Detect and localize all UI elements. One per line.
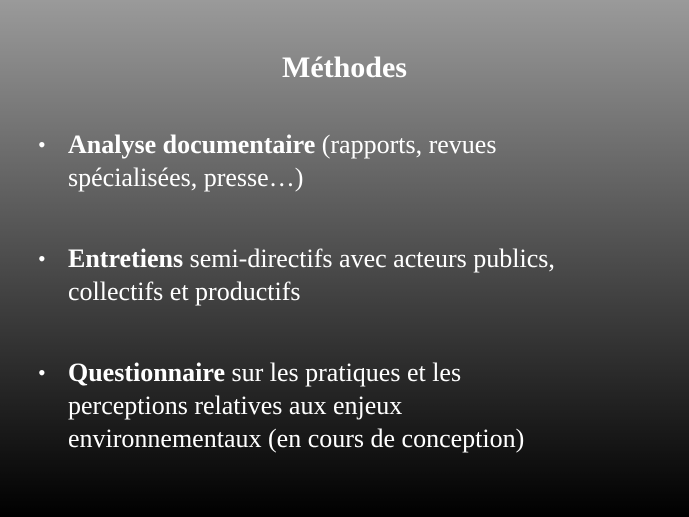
bullet-line: environnementaux (en cours de conception) bbox=[68, 424, 525, 453]
slide-title: Méthodes bbox=[282, 51, 407, 84]
bullet-line bbox=[68, 356, 669, 389]
bullet-text: sur les pratiques et les bbox=[224, 358, 462, 387]
bullet-line bbox=[68, 242, 669, 275]
bullet-item-analyse bbox=[0, 128, 689, 194]
bullet-item-questionnaire bbox=[0, 356, 689, 455]
bullet-line: spécialisées, presse…) bbox=[68, 163, 304, 192]
bullet-bold-text: Questionnaire bbox=[68, 358, 225, 387]
bullet-icon: • bbox=[38, 246, 46, 271]
bullet-text: (rapports, revues bbox=[315, 130, 497, 159]
bullet-bold-text: Entretiens bbox=[68, 244, 184, 273]
bullet-line: perceptions relatives aux enjeux bbox=[68, 391, 403, 420]
bullet-item-entretiens bbox=[0, 242, 689, 308]
bullet-icon: • bbox=[38, 132, 46, 157]
bullet-text: semi-directifs avec acteurs publics, bbox=[183, 244, 555, 273]
bullet-line bbox=[68, 128, 669, 161]
bullet-bold-text: Analyse documentaire bbox=[68, 130, 316, 159]
bullet-line: collectifs et productifs bbox=[68, 277, 301, 306]
bullet-icon: • bbox=[38, 360, 46, 385]
bullet-list bbox=[0, 128, 689, 455]
